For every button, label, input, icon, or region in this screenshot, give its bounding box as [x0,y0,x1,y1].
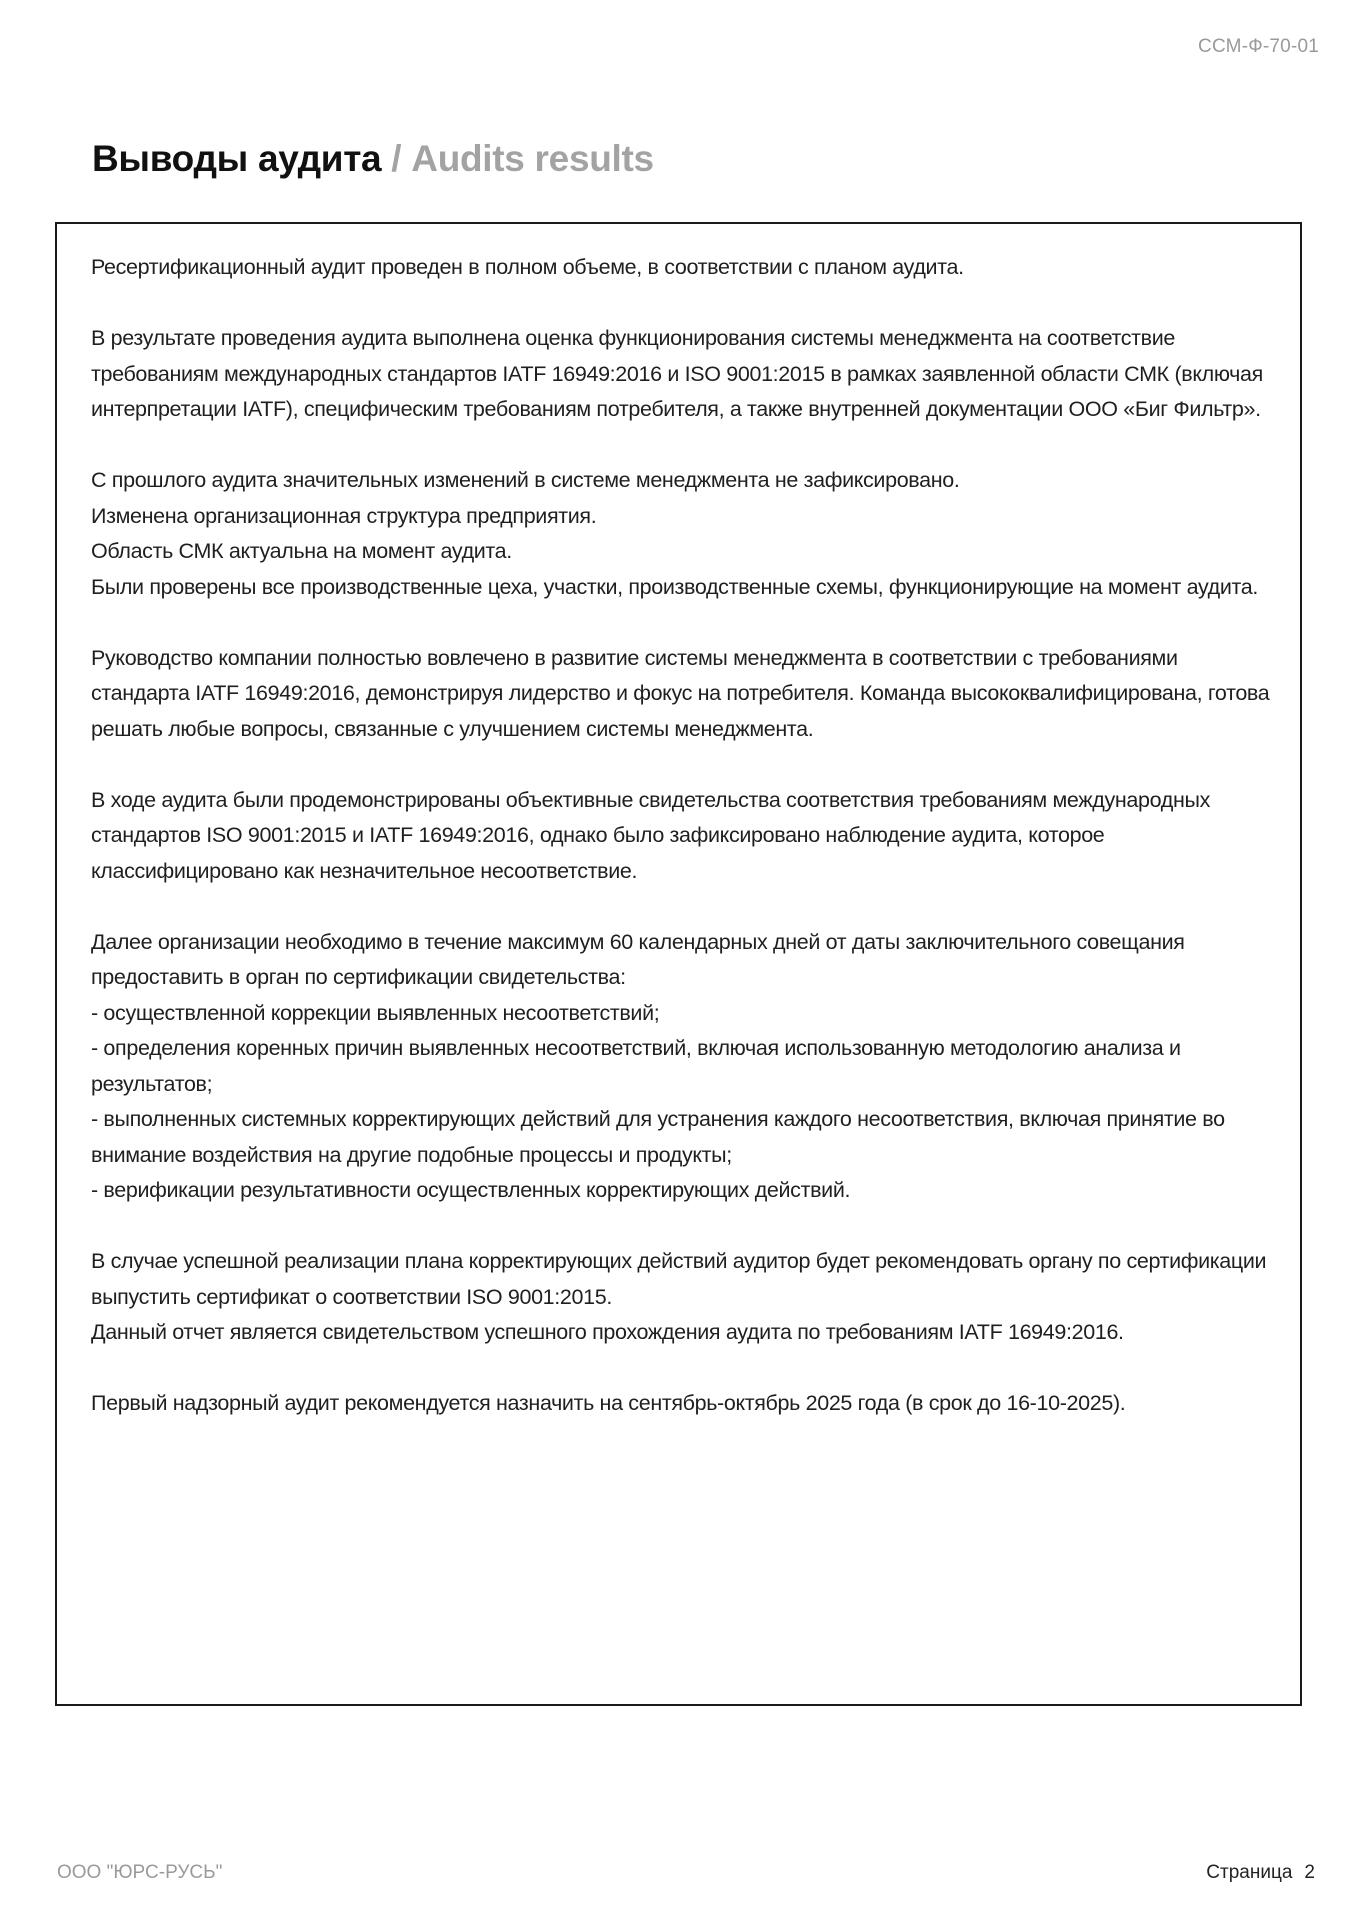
paragraph-next-audit [91,1386,1274,1422]
paragraph-leadership [91,641,1274,748]
text-line: Руководство компании полностью вовлечено в развитие системы менеджмента в соответствии с требованиями стандарта IATF 16949:2016, демонстрируя лидерство и фокус на потребителя. Команда высококвалифицирована, готова решать любые вопросы, связанные с улучшением системы менеджмента. [91,645,1270,741]
text-line: Были проверены все производственные цеха, участки, производственные схемы, функционирующие на момент аудита. [91,574,1258,599]
paragraph-required-actions [91,925,1274,1209]
page-number: 2 [1304,1862,1315,1883]
paragraph-changes [91,463,1274,605]
document-code: ССМ-Ф-70-01 [1198,36,1319,57]
paragraph-assessment [91,321,1274,428]
page-title-en: Audits results [411,138,654,179]
text-line: Изменена организационная структура предприятия. [91,503,597,528]
list-item: - верификации результативности осуществленных корректирующих действий. [91,1178,851,1202]
text-line: В случае успешной реализации плана корректирующих действий аудитор будет рекомендовать органу по сертификации выпустить сертификат о соответствии ISO 9001:2015. [91,1249,1267,1309]
audit-results-box [55,222,1302,1706]
page-title [92,140,654,177]
list-item: - определения коренных причин выявленных несоответствий, включая использованную методологию анализа и результатов; [91,1036,1181,1096]
text-line: С прошлого аудита значительных изменений в системе менеджмента не зафиксировано. [91,468,960,492]
text-line: В результате проведения аудита выполнена оценка функционирования системы менеджмента на соответствие требованиям международных стандартов IATF 16949:2016 и ISO 9001:2015 в рамках заявленной области СМК (включая интерпретации IATF), специфическим требованиям потребителя, а также внутренней документации ООО «Биг Фильтр». [91,326,1263,421]
audit-results-text [91,250,1274,1457]
paragraph-recommendation [91,1244,1274,1351]
text-line: Данный отчет является свидетельством успешного прохождения аудита по требованиям IATF 16949:2016. [91,1320,1124,1344]
page-title-ru: Выводы аудита [92,138,382,179]
text-line: В ходе аудита были продемонстрированы объективные свидетельства соответствия требованиям международных стандартов ISO 9001:2015 и IATF 16949:2016, однако было зафиксировано наблюдение аудита, которое классифицировано как незначительное несоответствие. [91,787,1210,883]
paragraph-scope [91,250,1274,286]
list-item: - осуществленной коррекции выявленных несоответствий; [91,1000,660,1025]
text-line: Далее организации необходимо в течение максимум 60 календарных дней от даты заключительного совещания предоставить в орган по сертификации свидетельства: [91,929,1185,989]
paragraph-evidence [91,783,1274,890]
page-title-separator: / [381,138,412,179]
list-item: - выполненных системных корректирующих действий для устранения каждого несоответствия, включая принятие во внимание воздействия на другие подобные процессы и продукты; [91,1107,1225,1167]
text-line: Область СМК актуальна на момент аудита. [91,539,512,563]
footer-page-number [1206,1862,1315,1884]
text-line: Ресертификационный аудит проведен в полном объеме, в соответствии с планом аудита. [91,255,964,279]
text-line: Первый надзорный аудит рекомендуется назначить на сентябрь-октябрь 2025 года (в срок до 16-10-2025). [91,1391,1126,1415]
footer-company: ООО "ЮРС-РУСЬ" [57,1862,223,1883]
page-label: Страница [1206,1862,1293,1883]
